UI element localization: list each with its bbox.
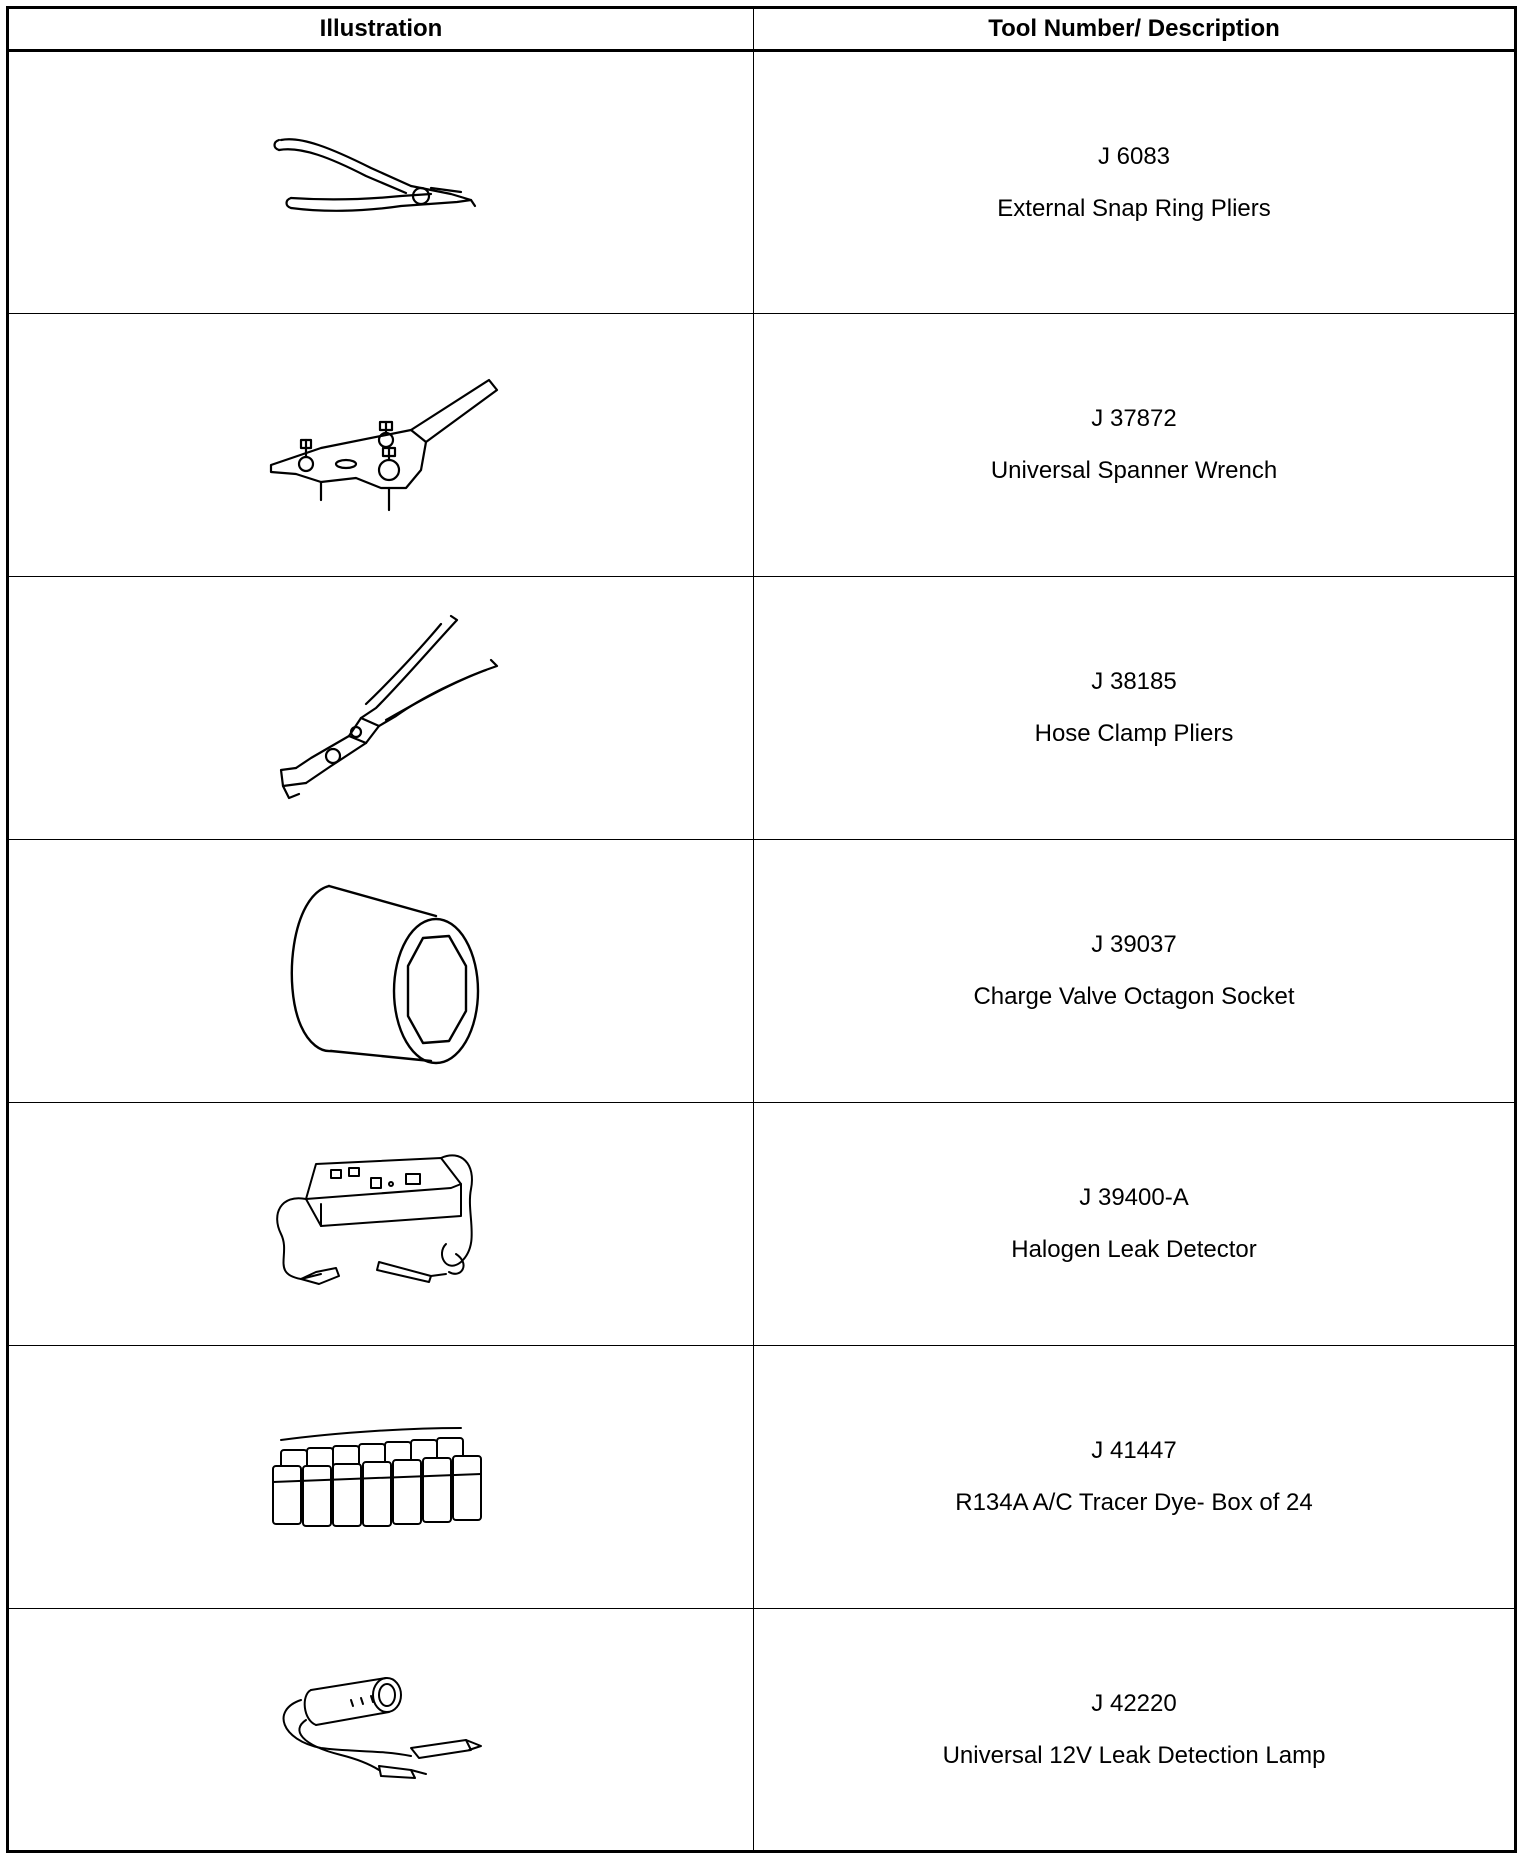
tool-description: External Snap Ring Pliers — [997, 194, 1271, 222]
tool-description: Halogen Leak Detector — [1011, 1236, 1257, 1263]
hose-clamp-pliers-icon — [261, 608, 501, 808]
tool-number: J 37872 — [1091, 405, 1177, 432]
tool-number: J 38185 — [1091, 668, 1177, 695]
illustration-cell — [8, 840, 754, 1103]
dye-bottles-icon — [261, 1422, 501, 1532]
special-tools-table — [6, 6, 1517, 1853]
header-illustration: Illustration — [8, 8, 754, 51]
tool-number: J 39400-A — [1079, 1184, 1189, 1211]
description-cell — [754, 1609, 1516, 1852]
tool-number: J 42220 — [1091, 1689, 1177, 1717]
description-cell — [754, 840, 1516, 1103]
table-row — [8, 51, 1516, 314]
table-row — [8, 577, 1516, 840]
illustration-cell — [8, 51, 754, 314]
header-row — [8, 8, 1516, 51]
description-cell — [754, 1103, 1516, 1346]
tool-description: Hose Clamp Pliers — [1034, 720, 1234, 747]
tool-description: Universal 12V Leak Detection Lamp — [942, 1741, 1326, 1769]
illustration-cell — [8, 577, 754, 840]
description-cell — [754, 314, 1516, 577]
tool-number: J 41447 — [1091, 1437, 1177, 1464]
leak-detector-icon — [261, 1144, 501, 1304]
description-cell — [754, 51, 1516, 314]
illustration-cell — [8, 314, 754, 577]
spanner-wrench-icon — [261, 370, 501, 520]
table-row — [8, 1609, 1516, 1852]
table-row — [8, 314, 1516, 577]
leak-detection-lamp-icon — [261, 1670, 501, 1790]
table-row — [8, 1103, 1516, 1346]
tool-number: J 39037 — [1091, 931, 1177, 958]
description-cell — [754, 1346, 1516, 1609]
tool-description: Charge Valve Octagon Socket — [973, 983, 1295, 1010]
tool-description: Universal Spanner Wrench — [990, 457, 1278, 484]
illustration-cell — [8, 1609, 754, 1852]
header-tool-description: Tool Number/ Description — [754, 8, 1516, 51]
tool-description: R134A A/C Tracer Dye- Box of 24 — [955, 1489, 1313, 1516]
table-row — [8, 1346, 1516, 1609]
tool-number: J 6083 — [1097, 142, 1171, 170]
description-cell — [754, 577, 1516, 840]
octagon-socket-icon — [261, 876, 501, 1066]
illustration-cell — [8, 1346, 754, 1609]
table-row — [8, 840, 1516, 1103]
illustration-cell — [8, 1103, 754, 1346]
snap-ring-pliers-icon — [261, 128, 501, 238]
